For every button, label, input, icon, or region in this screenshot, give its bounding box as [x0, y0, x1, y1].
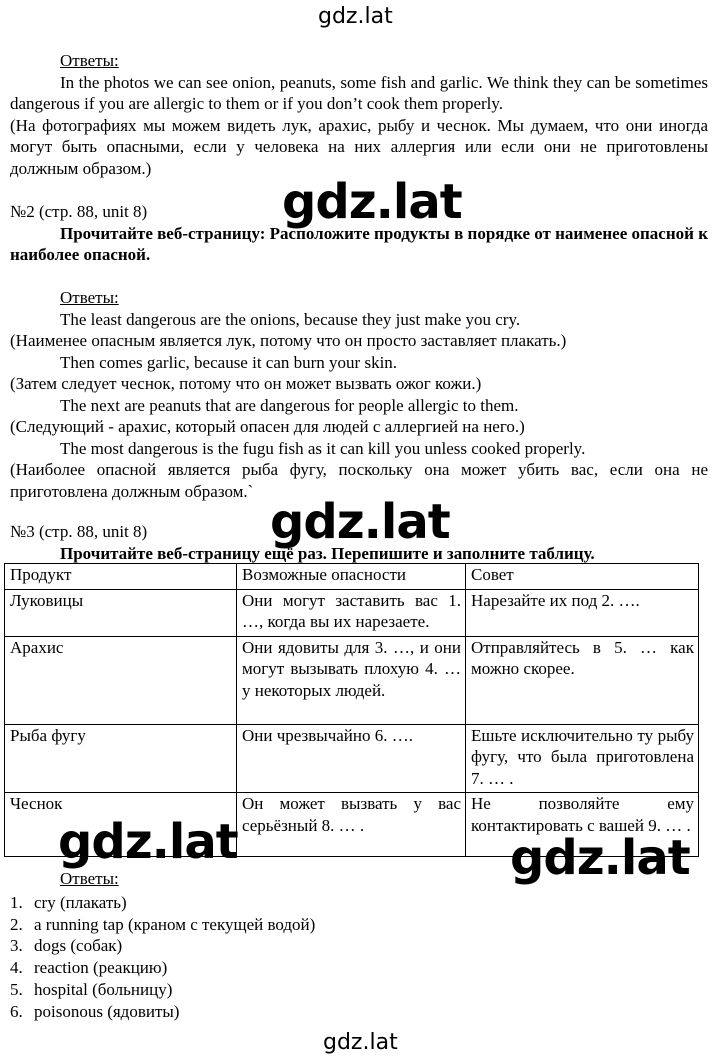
table-cell: Отправляйтесь в 5. … как можно скорее. [466, 636, 699, 724]
list-item [10, 957, 315, 979]
task-text: Прочитайте веб-страницу: Расположите продукты в порядке от наименее опасной к наиболее опасной. [10, 223, 708, 264]
table-header-cell: Совет [466, 564, 699, 590]
item-text: dogs (собак) [34, 936, 123, 956]
answer-ru-line: (Затем следует чеснок, потому что он может вызвать ожог кожи.) [10, 374, 482, 393]
watermark-mid-1: gdz.lat [282, 174, 462, 230]
exercise-heading: №2 (стр. 88, unit 8) [10, 202, 148, 221]
exercise-heading: №3 (стр. 88, unit 8) [10, 522, 148, 541]
item-number: 6. [10, 1001, 23, 1021]
watermark-mid-2: gdz.lat [270, 494, 450, 550]
watermark-top: gdz.lat [318, 4, 393, 29]
section-2-answers [10, 287, 708, 502]
table-cell: Они ядовиты для 3. …, и они могут вызывать плохую 4. … у некоторых людей. [237, 636, 466, 724]
table-header-row [5, 564, 699, 590]
table-header-cell: Возможные опасности [237, 564, 466, 590]
list-item [10, 1001, 315, 1023]
item-text: a running tap (краном с текущей водой) [34, 914, 316, 934]
answers-label: Ответы: [60, 869, 119, 888]
english-answer: In the photos we can see onion, peanuts, some fish and garlic. We think they can be sometimes dangerous if you are allergic to them or if you don’t cook them properly. [10, 72, 708, 113]
answer-en-line: Then comes garlic, because it can burn your skin. [60, 352, 398, 372]
list-item [10, 892, 315, 914]
answers-label: Ответы: [60, 51, 119, 70]
item-number: 4. [10, 958, 23, 978]
section-3-answers-label [10, 868, 708, 890]
table-cell: Ешьте исключительно ту рыбу фугу, что была приготовлена 7. … . [466, 724, 699, 793]
answers-label: Ответы: [60, 288, 119, 307]
table-row [5, 636, 699, 724]
answer-en-line: The most dangerous is the fugu fish as it can kill you unless cooked properly. [60, 438, 586, 458]
table-cell: Чеснок [5, 793, 237, 857]
answer-en-line: The least dangerous are the onions, because they just make you cry. [60, 309, 521, 329]
item-number: 2. [10, 914, 23, 934]
table-row [5, 793, 699, 857]
list-item [10, 935, 315, 957]
table-cell: Луковицы [5, 589, 237, 636]
watermark-bottom-left: gdz.lat [58, 814, 238, 870]
item-number: 3. [10, 936, 23, 956]
answer-ru-line: (Наименее опасным является лук, потому что он просто заставляет плакать.) [10, 331, 567, 350]
list-item [10, 914, 315, 936]
table-cell: Арахис [5, 636, 237, 724]
answers-list [10, 892, 315, 1022]
russian-translation: (На фотографиях мы можем видеть лук, арахис, рыбу и чеснок. Мы думаем, что они иногда могут быть опасными, если у человека на них аллергия или если они не приготовлены должным образом.) [10, 115, 708, 178]
section-1 [10, 50, 708, 179]
answer-ru-line: (Следующий - арахис, который опасен для людей с аллергией на него.) [10, 417, 525, 436]
item-number: 1. [10, 893, 23, 912]
table-header-cell: Продукт [5, 564, 237, 590]
table-row [5, 724, 699, 793]
table-cell: Они могут заставить вас 1. …, когда вы их нарезаете. [237, 589, 466, 636]
watermark-footer: gdz.lat [323, 1030, 398, 1055]
task-text: Прочитайте веб-страницу ещё раз. Перепишите и заполните таблицу. [60, 543, 595, 563]
answer-ru-line: (Наиболее опасной является рыба фугу, поскольку она может убить вас, если она не приготовлена должным образом.` [10, 460, 708, 501]
item-text: poisonous (ядовиты) [34, 1001, 180, 1021]
section-3 [10, 521, 708, 564]
item-number: 5. [10, 979, 23, 999]
table-cell: Он может вызвать у вас серьёзный 8. … . [237, 793, 466, 857]
table-cell: Они чрезвычайно 6. …. [237, 724, 466, 793]
answers-table [4, 563, 699, 857]
item-text: hospital (больницу) [34, 979, 173, 999]
table-cell: Нарезайте их под 2. …. [466, 589, 699, 636]
item-text: reaction (реакцию) [34, 958, 168, 978]
list-item [10, 979, 315, 1001]
table-cell: Рыба фугу [5, 724, 237, 793]
item-text: cry (плакать) [34, 893, 127, 912]
section-2 [10, 201, 708, 266]
table-cell: Не позволяйте ему контактировать с вашей 9. … . [466, 793, 699, 857]
answer-en-line: The next are peanuts that are dangerous for people allergic to them. [60, 395, 519, 415]
watermark-bottom-right: gdz.lat [510, 830, 690, 886]
table-row [5, 589, 699, 636]
